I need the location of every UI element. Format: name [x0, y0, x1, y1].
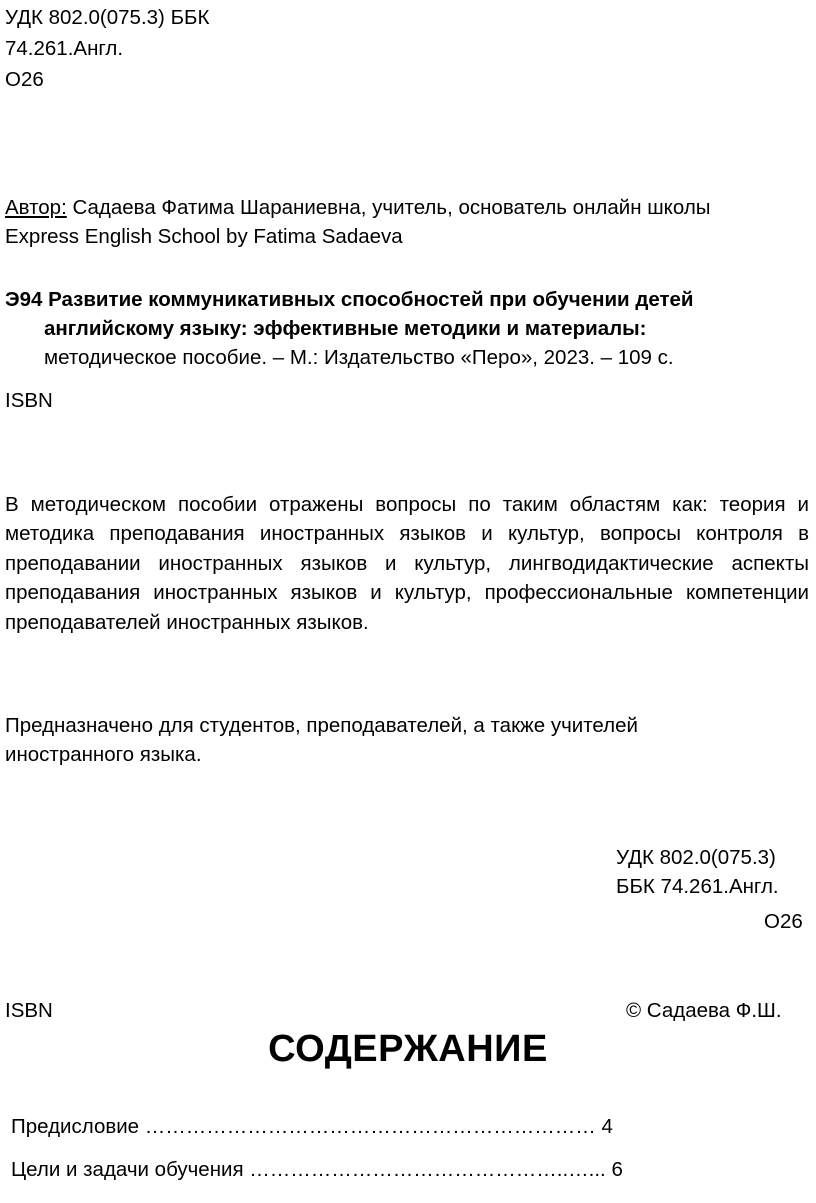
bibliography-title-line1: Э94 Развитие коммуникативных способностей при обучении детей — [5, 288, 694, 311]
toc-item-title: Цели и задачи обучения — [11, 1158, 244, 1181]
header-udk-bbk: УДК 802.0(075.3) ББК — [5, 6, 210, 29]
abstract-paragraph: В методическом пособии отражены вопросы по таким областям как: теория и методика преподавания иностранных языков и культур, вопросы контроля в преподавании иностранных языков и культур, лингводидактические аспекты преподавания иностранных языков и культур, профессиональные компетенции преподавателей иностранных языков. — [5, 493, 809, 634]
author-school: Express English School by Fatima Sadaeva — [5, 225, 403, 248]
footer-isbn: ISBN — [5, 999, 53, 1022]
copyright: © Садаева Ф.Ш. — [626, 999, 782, 1022]
contents-heading: СОДЕРЖАНИЕ — [268, 1028, 548, 1070]
toc-item-page: 6 — [611, 1158, 623, 1181]
isbn-label: ISBN — [5, 389, 53, 412]
bbk-code: ББК 74.261.Англ. — [616, 875, 779, 898]
audience-paragraph: Предназначено для студентов, преподавателей, а также учителей иностранного языка. — [5, 714, 638, 767]
udk-code: УДК 802.0(075.3) — [616, 846, 776, 869]
toc-item-title: Предисловие — [11, 1115, 140, 1138]
header-bbk-code: 74.261.Англ. — [5, 37, 124, 60]
toc-item[interactable] — [11, 1158, 623, 1182]
author-line — [5, 193, 711, 222]
bibliography-imprint: методическое пособие. – М.: Издательство «Перо», 2023. – 109 с. — [44, 346, 674, 369]
toc-item-dots: ………………………………………..…... — [243, 1158, 612, 1181]
toc-item[interactable] — [11, 1115, 613, 1139]
author-sign: О26 — [764, 910, 803, 933]
toc-item-page: 4 — [601, 1115, 613, 1138]
bibliography-title-line2: английскому языку: эффективные методики и материалы: — [44, 317, 647, 340]
header-author-mark: О26 — [5, 68, 44, 91]
author-name: Садаева Фатима Шараниевна, учитель, основатель онлайн школы — [66, 196, 711, 219]
author-label: Автор: — [5, 196, 67, 219]
toc-item-dots: ………………………………………………………… — [139, 1115, 602, 1138]
